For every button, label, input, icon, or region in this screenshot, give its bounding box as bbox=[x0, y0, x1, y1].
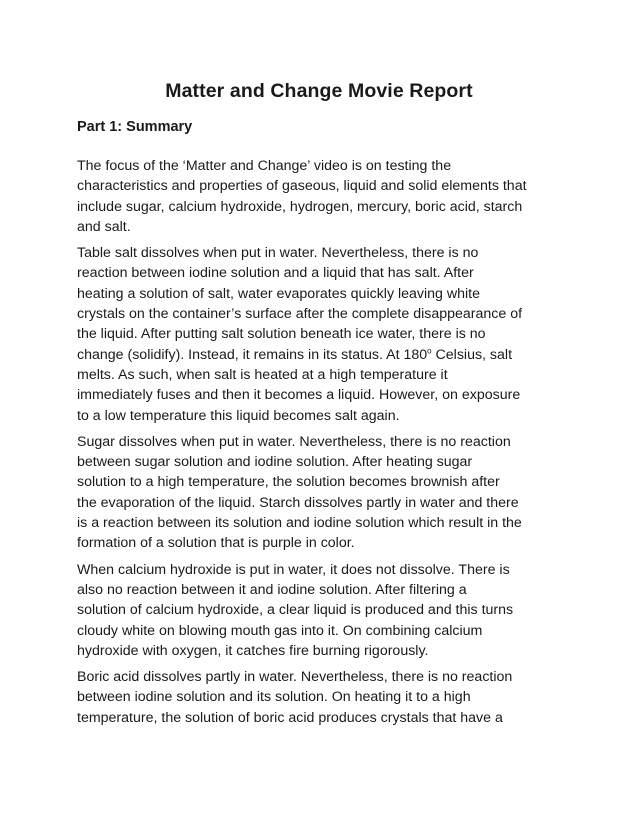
text-line: formation of a solution that is purple in color. bbox=[77, 535, 355, 552]
paragraph-salt bbox=[77, 243, 567, 426]
text-line: temperature, the solution of boric acid produces crystals that have a bbox=[77, 709, 503, 726]
temperature-text-before: change (solidify). Instead, it remains in its status. At 180 bbox=[77, 346, 428, 363]
text-line: crystals on the container’s surface after the complete disappearance of bbox=[77, 306, 523, 323]
temperature-line bbox=[77, 345, 567, 365]
document-title: Matter and Change Movie Report bbox=[165, 80, 473, 102]
paragraph-intro bbox=[77, 156, 567, 237]
text-line: Table salt dissolves when put in water. Nevertheless, there is no bbox=[77, 245, 479, 262]
degree-superscript: o bbox=[427, 345, 432, 355]
section-heading: Part 1: Summary bbox=[77, 119, 193, 135]
text-line: hydroxide with oxygen, it catches fire burning rigorously. bbox=[77, 642, 429, 659]
text-line: characteristics and properties of gaseous, liquid and solid elements that bbox=[77, 178, 527, 195]
text-line: solution to a high temperature, the solution becomes brownish after bbox=[77, 474, 500, 491]
text-line: solution of calcium hydroxide, a clear liquid is produced and this turns bbox=[77, 602, 514, 619]
paragraph-calcium-hydroxide bbox=[77, 560, 567, 661]
text-line: to a low temperature this liquid becomes salt again. bbox=[77, 407, 400, 424]
text-line: also no reaction between it and iodine solution. After filtering a bbox=[77, 581, 467, 598]
text-line: melts. As such, when salt is heated at a high temperature it bbox=[77, 366, 448, 383]
text-line: When calcium hydroxide is put in water, it does not dissolve. There is bbox=[77, 561, 510, 578]
text-line: the liquid. After putting salt solution beneath ice water, there is no bbox=[77, 326, 486, 343]
text-line: heating a solution of salt, water evaporates quickly leaving white bbox=[77, 285, 480, 302]
text-line: The focus of the ‘Matter and Change’ video is on testing the bbox=[77, 158, 452, 174]
text-line: Sugar dissolves when put in water. Nevertheless, there is no reaction bbox=[77, 433, 511, 450]
paragraph-boric-acid bbox=[77, 667, 567, 728]
text-line: between iodine solution and its solution. On heating it to a high bbox=[77, 689, 471, 706]
text-line: immediately fuses and then it becomes a liquid. However, on exposure bbox=[77, 387, 521, 404]
text-line: is a reaction between its solution and iodine solution which result in the bbox=[77, 515, 522, 532]
text-line: cloudy white on blowing mouth gas into it. On combining calcium bbox=[77, 622, 483, 639]
text-line: between sugar solution and iodine solution. After heating sugar bbox=[77, 454, 473, 471]
body-text bbox=[77, 156, 567, 734]
text-line: reaction between iodine solution and a liquid that has salt. After bbox=[77, 265, 474, 282]
temperature-text-after: Celsius, salt bbox=[431, 346, 513, 363]
text-line: and salt. bbox=[77, 218, 131, 235]
text-line: include sugar, calcium hydroxide, hydrogen, mercury, boric acid, starch bbox=[77, 198, 523, 215]
paragraph-sugar bbox=[77, 432, 567, 554]
text-line: the evaporation of the liquid. Starch dissolves partly in water and there bbox=[77, 494, 519, 511]
text-line: Boric acid dissolves partly in water. Nevertheless, there is no reaction bbox=[77, 669, 513, 686]
